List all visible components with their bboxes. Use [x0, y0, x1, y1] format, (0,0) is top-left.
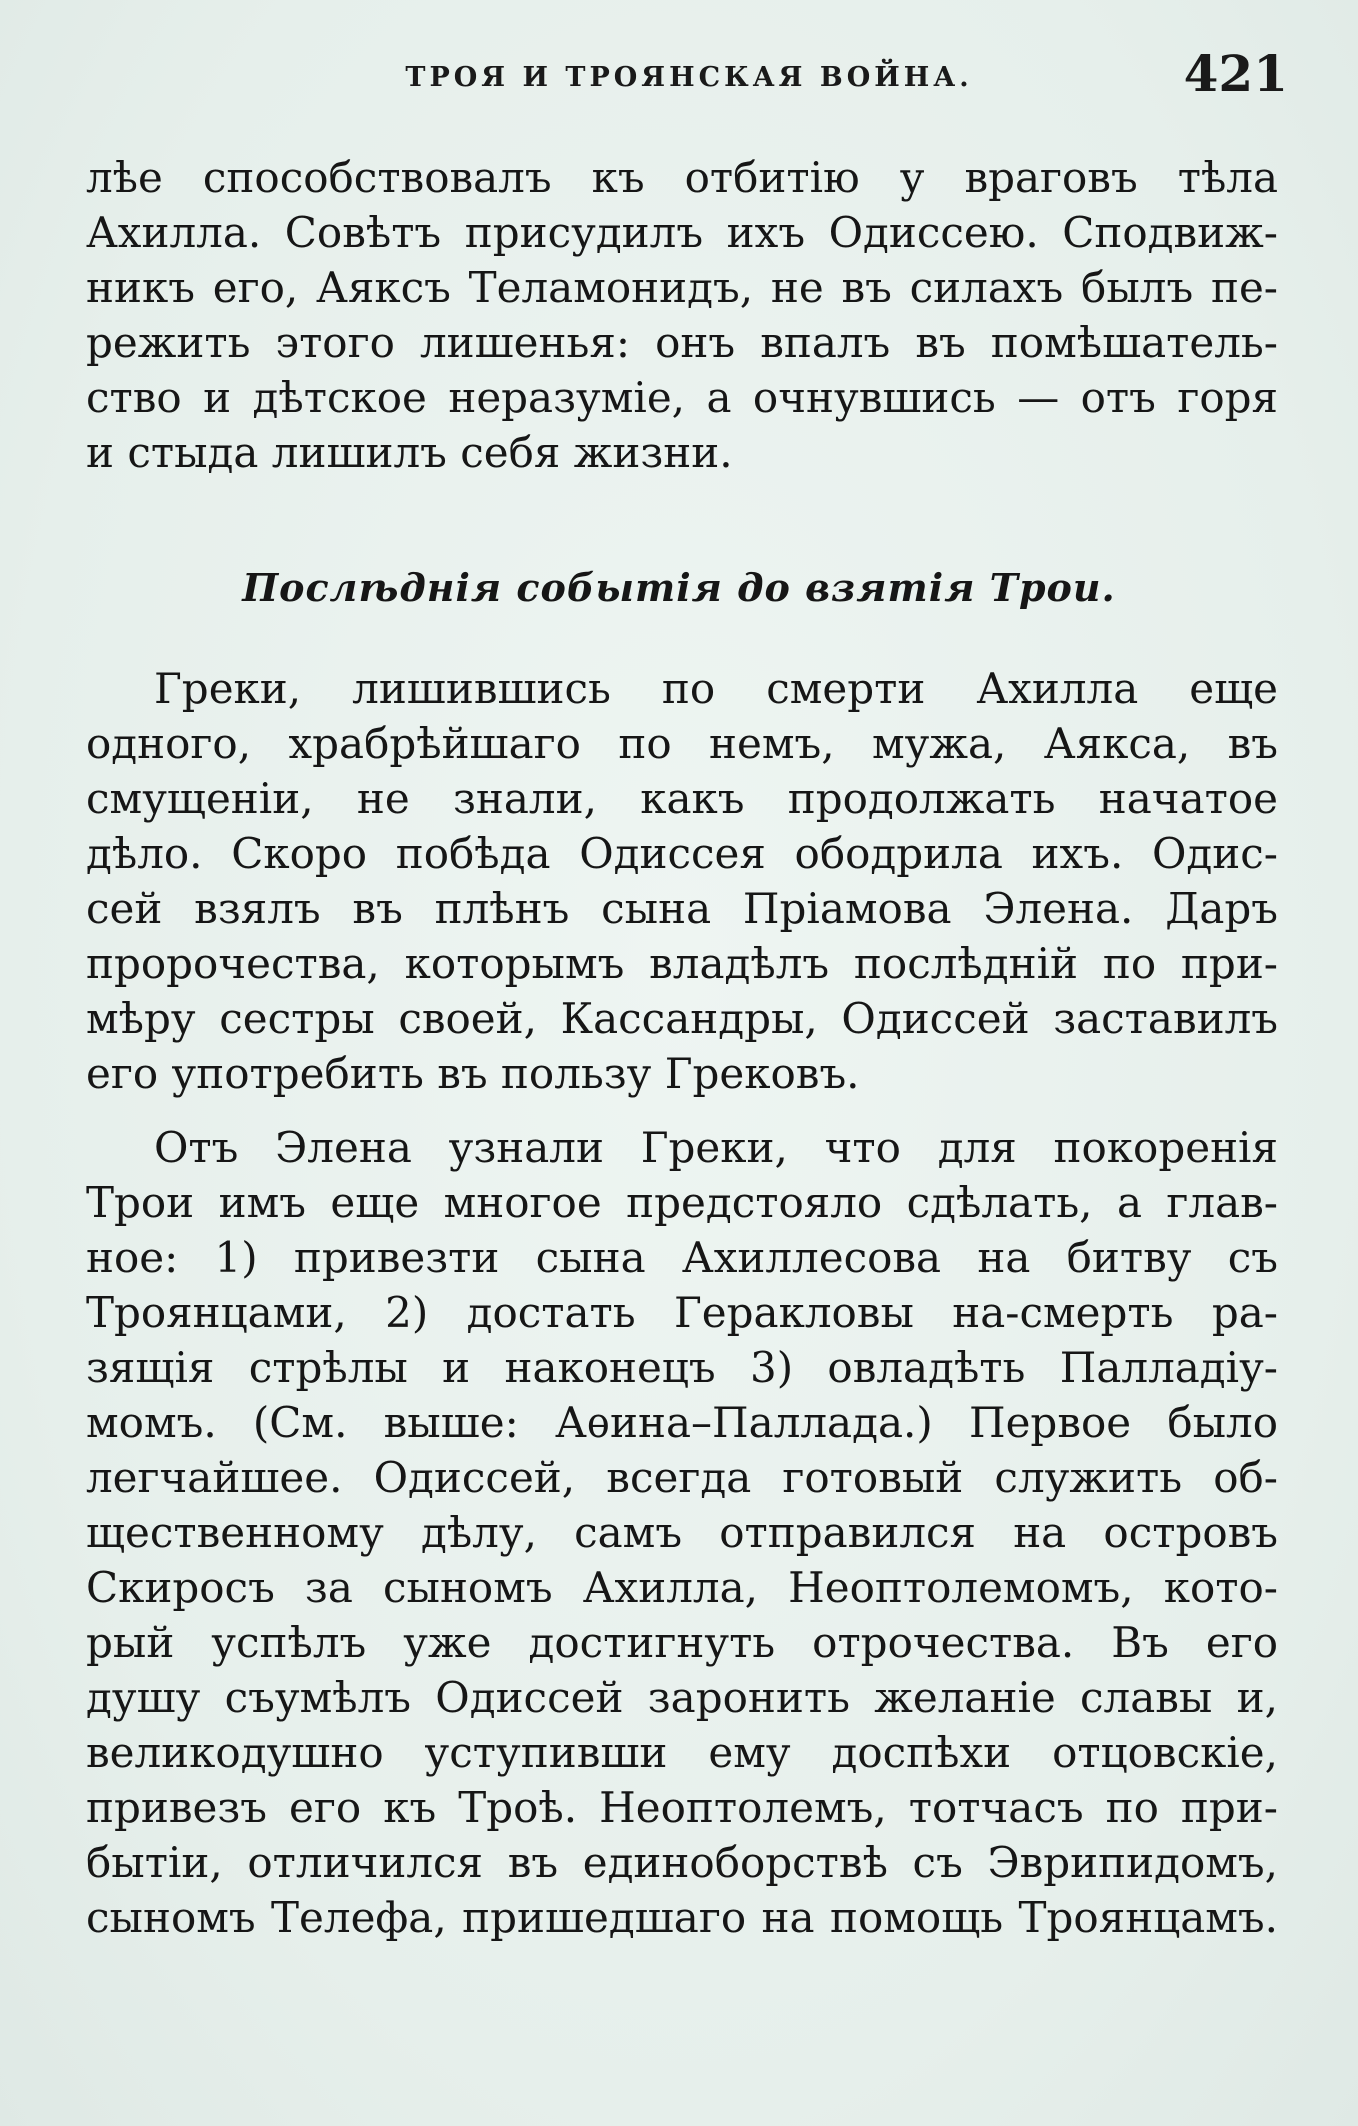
paragraph-3 [86, 1120, 1278, 1945]
paragraph-2 [86, 661, 1278, 1101]
page-header [90, 44, 1288, 114]
text-line: дѣло. Скоро побѣда Одиссея ободрила ихъ. Одис- [86, 829, 1278, 878]
text-line: режить этого лишенья: онъ впалъ въ помѣшатель- [86, 318, 1278, 367]
text-line: одного, храбрѣйшаго по немъ, мужа, Аякса, въ [86, 719, 1278, 768]
text-line: Трои имъ еще многое предстояло сдѣлать, а глав- [86, 1178, 1278, 1227]
text-line: привезъ его къ Троѣ. Неоптолемъ, тотчасъ по при- [86, 1783, 1278, 1832]
text-line: его употребить въ пользу Грековъ. [86, 1049, 860, 1098]
text-line: легчайшее. Одиссей, всегда готовый служить об- [86, 1453, 1278, 1502]
paragraph-1 [86, 150, 1278, 480]
text-line: лѣе способствовалъ къ отбитію у враговъ тѣла [86, 153, 1278, 202]
text-line: момъ. (См. выше: Аѳина–Паллада.) Первое было [86, 1398, 1278, 1447]
text-line: бытіи, отличился въ единоборствѣ съ Эврипидомъ, [86, 1838, 1278, 1887]
text-line: сей взялъ въ плѣнъ сына Пріамова Элена. Даръ [86, 884, 1278, 933]
text-line: Скиросъ за сыномъ Ахилла, Неоптолемомъ, кото- [86, 1563, 1278, 1612]
text-line: Ахилла. Совѣтъ присудилъ ихъ Одиссею. Сподвиж- [86, 208, 1278, 257]
text-line: ство и дѣтское неразуміе, а очнувшись — отъ горя [86, 373, 1278, 422]
text-line: рый успѣлъ уже достигнуть отрочества. Въ его [86, 1618, 1278, 1667]
text-line: зящія стрѣлы и наконецъ 3) овладѣть Палладіу- [86, 1343, 1278, 1392]
text-line: сыномъ Телефа, пришедшаго на помощь Троянцамъ. [86, 1893, 1278, 1942]
text-line: великодушно уступивши ему доспѣхи отцовскіе, [86, 1728, 1278, 1777]
text-line: пророчества, которымъ владѣлъ послѣдній по при- [86, 939, 1278, 988]
text-line: ное: 1) привезти сына Ахиллесова на битву съ [86, 1233, 1278, 1282]
text-line: щественному дѣлу, самъ отправился на островъ [86, 1508, 1278, 1557]
text-line: душу съумѣлъ Одиссей заронить желаніе славы и, [86, 1673, 1278, 1722]
section-heading: Послѣднія событія до взятія Трои. [242, 565, 1116, 610]
text-line: Троянцами, 2) достать Геракловы на-смерть ра- [86, 1288, 1278, 1337]
running-title: ТРОЯ И ТРОЯНСКАЯ ВОЙНА. [405, 62, 973, 93]
text-line: смущеніи, не знали, какъ продолжать начатое [86, 774, 1278, 823]
text-line: никъ его, Аяксъ Теламонидъ, не въ силахъ былъ пе- [86, 263, 1278, 312]
page-number: 421 [1183, 44, 1288, 103]
text-line: мѣру сестры своей, Кассандры, Одиссей заставилъ [86, 994, 1278, 1043]
text-line: Греки, лишившись по смерти Ахилла еще [154, 664, 1278, 713]
text-line: и стыда лишилъ себя жизни. [86, 428, 733, 477]
text-line: Отъ Элена узнали Греки, что для покоренія [154, 1123, 1278, 1172]
